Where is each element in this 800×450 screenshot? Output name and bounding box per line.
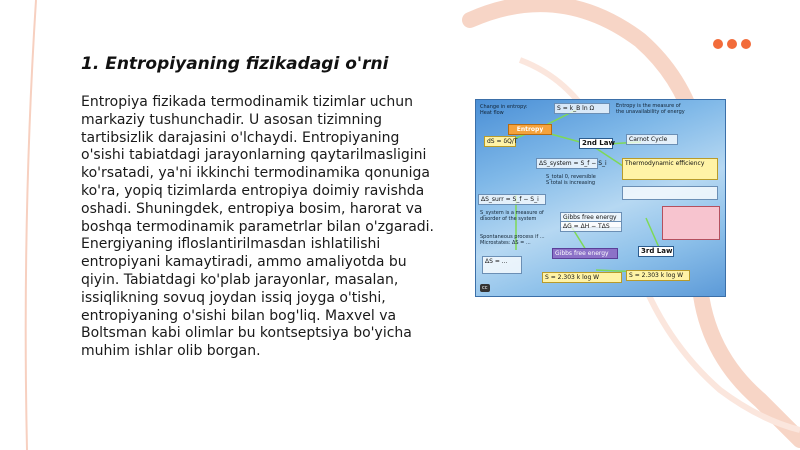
diagram-note-middle: S_total 0, reversible S total is increasing	[546, 174, 596, 186]
diagram-cc-badge: cc	[482, 285, 488, 291]
slide-title: 1. Entropiyaning fizikadagi o'rni	[81, 54, 389, 74]
diagram-third-law-formula: S = 2.303 k log W	[626, 270, 690, 281]
diagram-entropy-formula: ΔS = ...	[482, 256, 522, 274]
diagram-note-top-left: Change in entropy: Heat flow	[480, 104, 528, 116]
dot-2	[727, 39, 737, 49]
diagram-note-top-right: Entropy is the measure of the unavailability of energy	[616, 103, 685, 115]
diagram-note-lower-left: Spontaneous process if ... Microstates: ΔS = ...	[480, 234, 545, 246]
diagram-center-label: Entropy	[508, 124, 552, 135]
diagram-third-law: 3rd Law	[638, 246, 674, 257]
diagram-boltzmann-formula: S = 2.303 k log W	[542, 272, 622, 283]
diagram-delta-s-surr: ΔS_surr = S_f − S_i	[478, 194, 546, 205]
diagram-irreversible-box	[622, 186, 718, 200]
diagram-formula-top: S = k_B ln Ω	[554, 103, 610, 114]
diagram-carnot-box: Carnot Cycle	[626, 134, 678, 145]
diagram-efficiency-box: Thermodynamic efficiency	[622, 158, 718, 180]
diagram-formula-left: dS = δQ/T	[484, 136, 516, 147]
left-arc-line	[26, 0, 36, 450]
diagram-second-law: 2nd Law	[579, 138, 613, 149]
diagram-free-energy-formula: ΔG = ΔH − TΔS	[560, 221, 622, 232]
diagram-delta-s-system: ΔS_system = S_f − S_i	[536, 158, 598, 169]
dot-3	[741, 39, 751, 49]
slide-body-text: Entropiya fizikada termodinamik tizimlar uchun markaziy tushunchadir. U asosan tizimning tartibsizlik darajasini o'lchaydi. Entropiyaning o'sishi tabiatdagi jarayonlarning qaytarilmasligini ko'rsatadi, ya'ni ikkinchi termodinamika qonuniga ko'ra, yopiq tizimlarda entropiya doimiy ravishda oshadi. Shuningdek, entropiya bosim, harorat va boshqa termodinamik parametrlar bilan o'zgaradi. Energiyaning ifloslantirilmasdan ishlatilishi entropiyani kamaytiradi, ammo amaliyotda bu qiyin. Tabiatdagi ko'plab jarayonlar, masalan, issiqlikning sovuq joydan issiq joyga o'tishi, entropiyaning o'sishi bilan bog'liq. Maxvel va Boltsman kabi olimlar bu kontseptsiya bo'yicha muhim ishlar olib borgan.	[81, 94, 434, 360]
entropy-concept-map	[475, 99, 726, 297]
diagram-free-energy: Gibbs free energy	[560, 212, 622, 228]
dot-1	[713, 39, 723, 49]
menu-dots	[713, 39, 751, 49]
diagram-purple-box: Gibbs free energy	[552, 248, 618, 259]
diagram-note-left: S_system is a measure of disorder of the system	[480, 210, 544, 222]
diagram-pink-note	[662, 206, 720, 240]
